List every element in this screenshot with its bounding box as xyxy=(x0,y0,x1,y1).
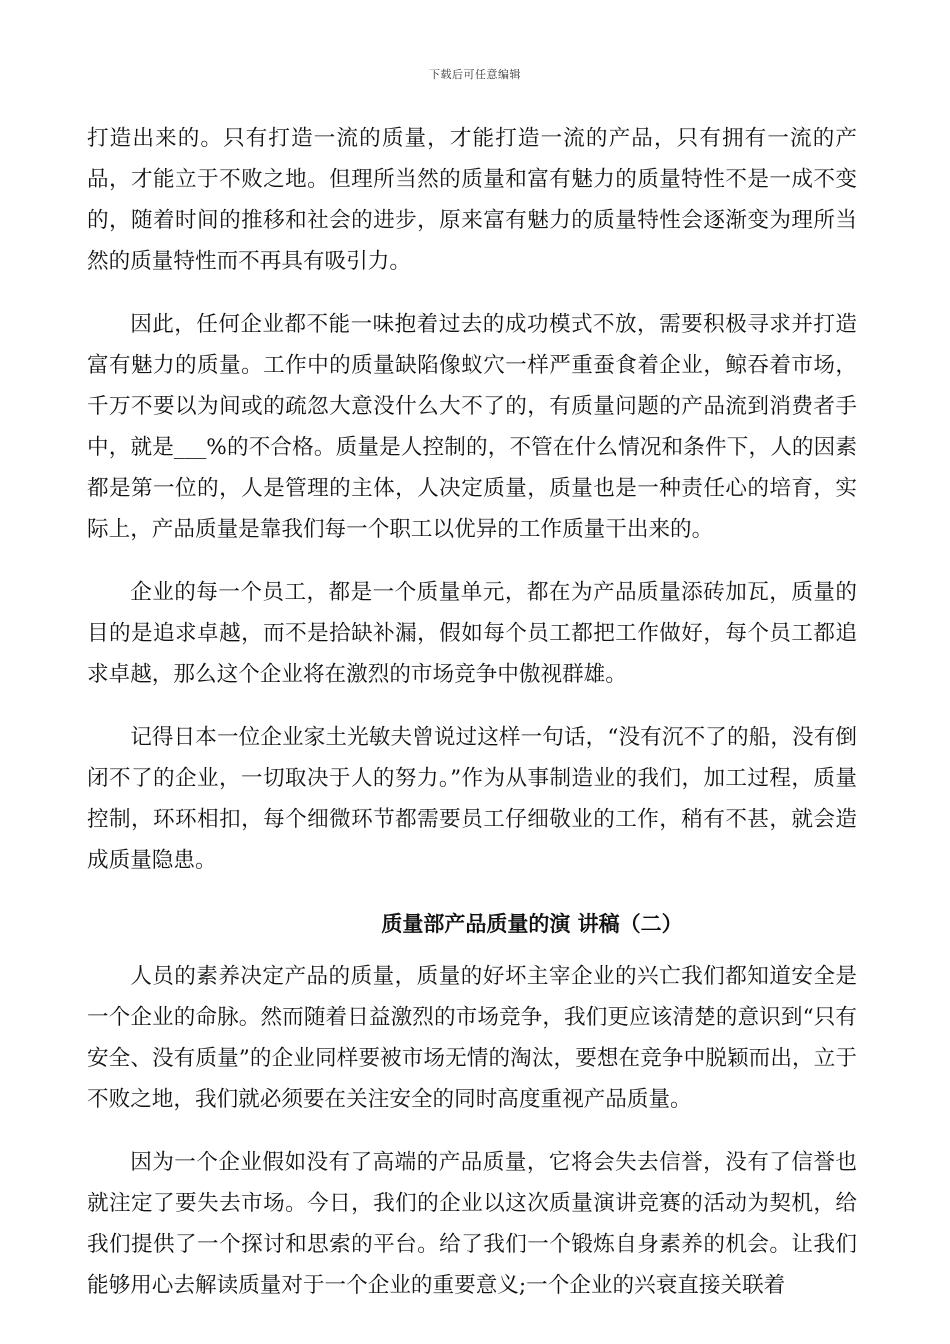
paragraph: 因为一个企业假如没有了高端的产品质量，它将会失去信誉，没有了信誉也就注定了要失去市场。今日，我们的企业以这次质量演讲竞赛的活动为契机，给我们提供了一个探讨和思索的平台。给了我们一个锻炼自身素养的机会。让我们能够用心去解读质量对于一个企业的重要意义;一个企业的兴衰直接关联着 xyxy=(87,1150,857,1298)
paragraph: 因此，任何企业都不能一味抱着过去的成功模式不放，需要积极寻求并打造富有魅力的质量。工作中的质量缺陷像蚁穴一样严重蚕食着企业，鲸吞着市场，千万不要以为间或的疏忽大意没什么大不了的，有质量问题的产品流到消费者手中，就是___%的不合格。质量是人控制的，不管在什么情况和条件下，人的因素都是第一位的，人是管理的主体，人决定质量，质量也是一种责任心的培育，实际上，产品质量是靠我们每一个职工以优异的工作质量干出来的。 xyxy=(87,312,857,542)
paragraph: 打造出来的。只有打造一流的质量，才能打造一流的产品，只有拥有一流的产品，才能立于不败之地。但理所当然的质量和富有魅力的质量特性不是一成不变的，随着时间的推移和社会的进步，原来富有魅力的质量特性会逐渐变为理所当然的质量特性而不再具有吸引力。 xyxy=(87,126,857,274)
paragraph: 记得日本一位企业家土光敏夫曾说过这样一句话，“没有沉不了的船，没有倒闭不了的企业，一切取决于人的努力。”作为从事制造业的我们，加工过程，质量控制，环环相扣，每个细微环节都需要员工仔细敬业的工作，稍有不甚，就会造成质量隐患。 xyxy=(87,725,857,873)
page-header: 下载后可任意编辑 xyxy=(429,68,521,81)
document-body xyxy=(87,118,857,1328)
paragraph: 人员的素养决定产品的质量，质量的好坏主宰企业的兴亡我们都知道安全是一个企业的命脉。然而随着日益激烈的市场竞争，我们更应该清楚的意识到“只有安全、没有质量”的企业同样要被市场无情的淘汰，要想在竞争中脱颖而出，立于不败之地，我们就必须要在关注安全的同时高度重视产品质量。 xyxy=(87,964,857,1112)
section-title: 质量部产品质量的演 讲稿（二） xyxy=(381,911,683,936)
paragraph: 企业的每一个员工，都是一个质量单元，都在为产品质量添砖加瓦，质量的目的是追求卓越，而不是拾缺补漏，假如每个员工都把工作做好，每个员工都追求卓越，那么这个企业将在激烈的市场竞争中傲视群雄。 xyxy=(87,580,857,687)
